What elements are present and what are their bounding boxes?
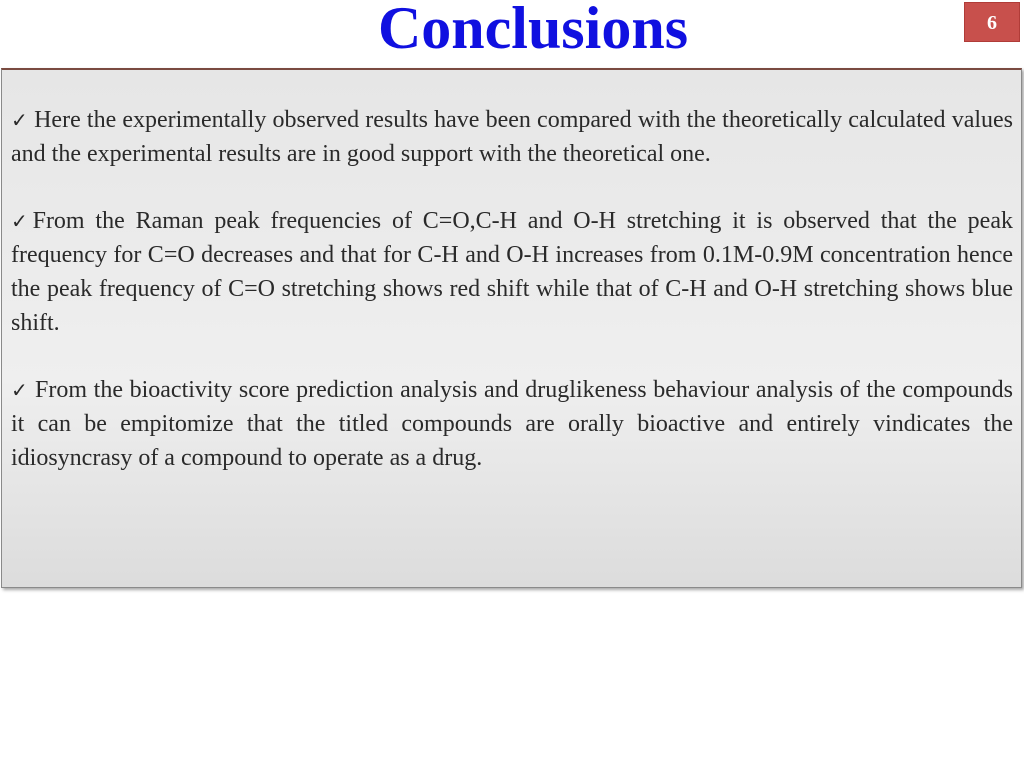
conclusion-text: From the bioactivity score prediction analysis and druglikeness behaviour analysis of the compounds it can be empitomize that the titled compounds are orally bioactive and entirely vindicates the idiosyncrasy of a compound to operate as a drug.	[11, 377, 1013, 471]
conclusion-list	[11, 103, 1013, 508]
conclusion-item-2	[11, 204, 1013, 340]
page-number-badge: 6	[964, 2, 1020, 42]
checkmark-icon: ✓	[11, 209, 33, 233]
conclusion-text: Here the experimentally observed results have been compared with the theoretically calculated values and the experimental results are in good support with the theoretical one.	[11, 107, 1014, 167]
checkmark-icon: ✓	[11, 108, 28, 132]
conclusion-item-3	[11, 373, 1013, 475]
slide-title: Conclusions	[377, 0, 689, 61]
checkmark-icon: ✓	[11, 378, 29, 402]
conclusion-text: From the Raman peak frequencies of C=O,C-H and O-H stretching it is observed that the peak frequency for C=O decreases and that for C-H and O-H increases from 0.1M-0.9M concentration hence the peak frequency of C=O stretching shows red shift while that of C-H and O-H stretching shows blue shift.	[11, 208, 1013, 336]
conclusion-item-1	[11, 103, 1013, 171]
